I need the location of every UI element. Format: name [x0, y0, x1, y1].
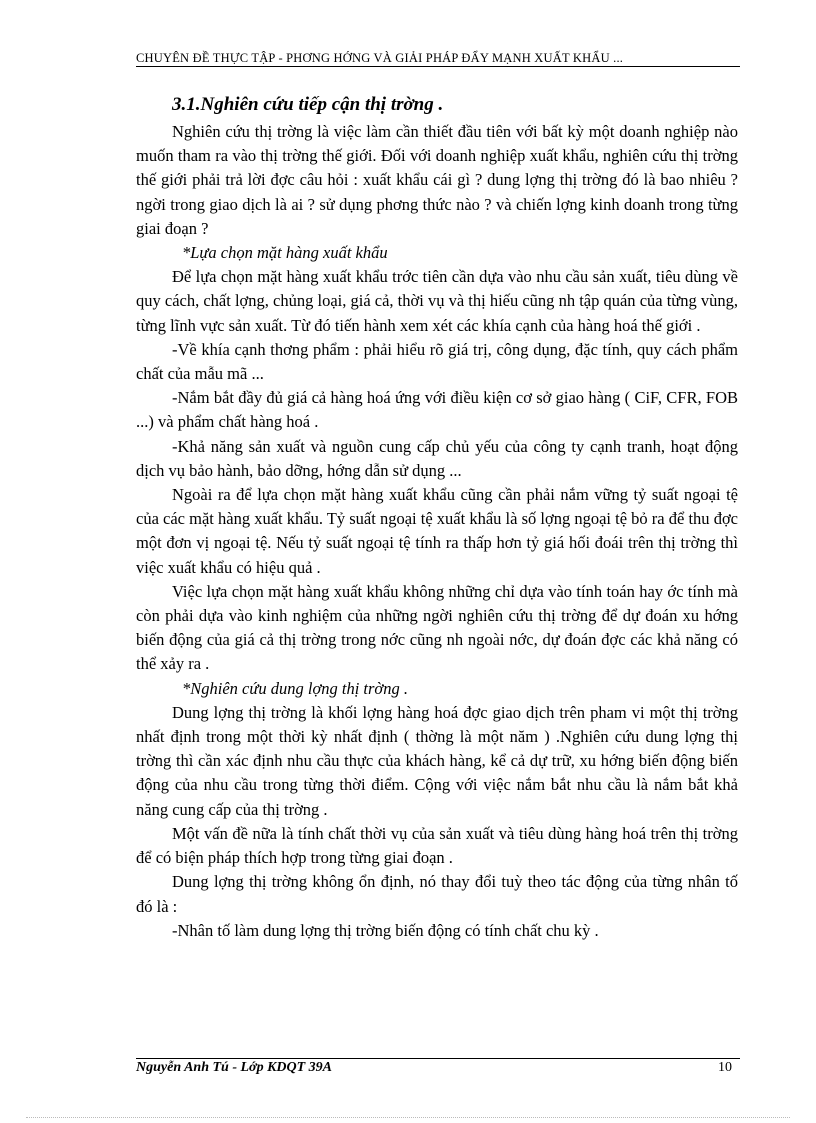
paragraph: -Khả năng sản xuất và nguồn cung cấp chủ yếu của công ty cạnh tranh, hoạt động dịch vụ bảo hành, bảo dỡng, hớng dẫn sử dụng ...	[136, 436, 738, 480]
paragraph: Dung lợng thị trờng không ổn định, nó thay đổi tuỳ theo tác động của từng nhân tố đó là :	[136, 872, 738, 916]
running-header: CHUYÊN ĐỀ THỰC TẬP - PHƠNG HỚNG VÀ GIẢI PHÁP ĐẨY MẠNH XUẤT KHẨU ...	[136, 50, 740, 67]
paragraph-list	[136, 120, 738, 943]
page-edge-dots	[26, 1117, 790, 1118]
paragraph: Một vấn đề nữa là tính chất thời vụ của sản xuất và tiêu dùng hàng hoá trên thị trờng để có biện pháp thích hợp trong từng giai đoạn .	[136, 823, 738, 868]
paragraph: -Về khía cạnh thơng phẩm : phải hiểu rõ giá trị, công dụng, đặc tính, quy cách phẩm chất của mẫu mã ...	[136, 339, 738, 384]
footer-author: Nguyễn Anh Tú - Lớp KDQT 39A	[136, 1060, 333, 1075]
section-title: 3.1.Nghiên cứu tiếp cận thị trờng .	[172, 94, 444, 115]
paragraph: Việc lựa chọn mặt hàng xuất khẩu không những chỉ dựa vào tính toán hay ớc tính mà còn phải dựa vào kinh nghiệm của những ngời nghiên cứu thị trờng để dự đoán xu hớng biến động của giá cả thị trờng trong nớc cũng nh ngoài nớc, dự đoán đợc các khả năng có thể xảy ra .	[136, 581, 738, 674]
paragraph: Để lựa chọn mặt hàng xuất khẩu trớc tiên cần dựa vào nhu cầu sản xuất, tiêu dùng về quy cách, chất lợng, chủng loại, giá cả, thời vụ và thị hiếu cũng nh tập quán của từng vùng, từng lĩnh vực sản xuất. Từ đó tiến hành xem xét các khía cạnh của hàng hoá thế giới .	[136, 267, 738, 335]
subheading: *Lựa chọn mặt hàng xuất khẩu	[182, 243, 388, 263]
page-number: 10	[718, 1060, 732, 1075]
paragraph: Nghiên cứu thị trờng là việc làm cần thiết đầu tiên với bất kỳ một doanh nghiệp nào muốn tham ra vào thị trờng thế giới. Đối với doanh nghiệp xuất khẩu, nghiên cứu thị trờng thế giới phải trả lời đợc câu hỏi : xuất khẩu cái gì ? dung lợng thị trờng đó là bao nhiêu ? ngời trong giao dịch là ai ? sử dụng phơng thức nào ? và chiến lợng kinh doanh trong từng giai đoạn ?	[136, 122, 738, 238]
page-body	[136, 92, 738, 943]
footer-rule	[136, 1058, 740, 1059]
paragraph: -Nắm bắt đầy đủ giá cả hàng hoá ứng với điều kiện cơ sở giao hàng ( CiF, CFR, FOB ...) và phẩm chất hàng hoá .	[136, 388, 738, 432]
paragraph: -Nhân tố làm dung lợng thị trờng biến động có tính chất chu kỳ .	[172, 920, 599, 940]
paragraph: Dung lợng thị trờng là khối lợng hàng hoá đợc giao dịch trên pham vi một thị trờng nhất định trong một thời kỳ nhất định ( thờng là một năm ) .Nghiên cứu dung lợng thị trờng thì cần xác định nhu cầu thực của khách hàng, kể cả dự trữ, xu hớng biến động biến động của nhu cầu trong từng thời điểm. Cộng với việc nắm bắt nhu cầu là nắm bắt khả năng cung cấp của thị trờng .	[136, 702, 738, 819]
paragraph: Ngoài ra để lựa chọn mặt hàng xuất khẩu cũng cần phải nắm vững tỷ suất ngoại tệ của các mặt hàng xuất khẩu. Tỷ suất ngoại tệ xuất khẩu là số lợng ngoại tệ bỏ ra để thu đợc một đơn vị ngoại tệ. Nếu tỷ suất ngoại tệ tính ra thấp hơn tỷ giá hối đoái trên thị trờng thì việc xuất khẩu có hiệu quả .	[136, 485, 738, 577]
subheading: *Nghiên cứu dung lợng thị trờng .	[182, 678, 408, 698]
